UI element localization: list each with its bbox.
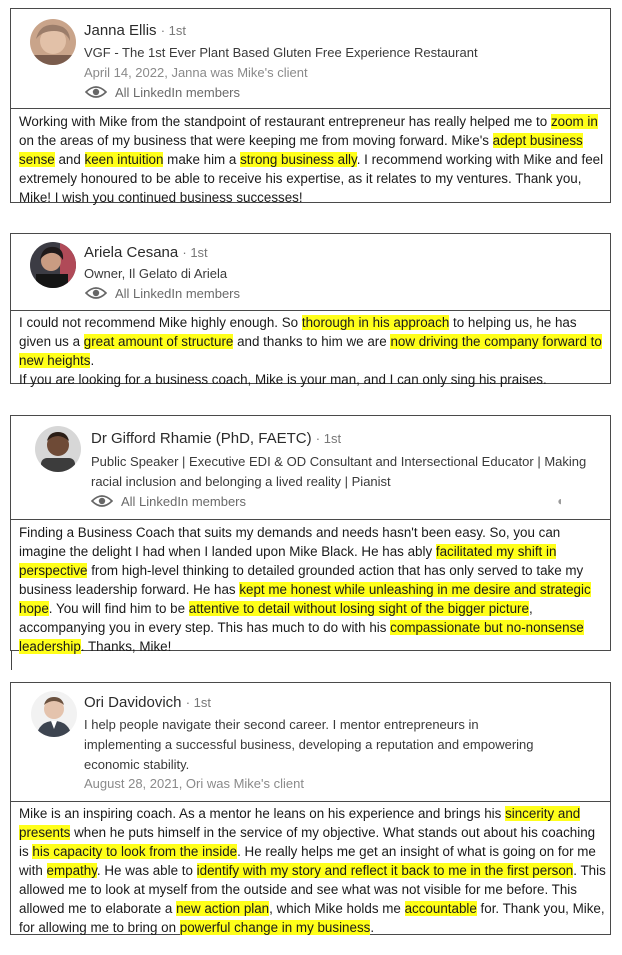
highlighted-phrase: accountable bbox=[404, 901, 477, 916]
visibility-setting bbox=[85, 286, 240, 303]
visibility-label: All LinkedIn members bbox=[121, 494, 246, 509]
relationship-date: April 14, 2022, Janna was Mike's client bbox=[84, 65, 308, 80]
text-segment: . bbox=[370, 920, 375, 935]
text-segment: , accompanying you in every step. This has much to do with his bbox=[19, 601, 533, 635]
recommendation-text bbox=[19, 804, 606, 937]
highlighted-phrase: attentive to detail without losing sight of the bigger picture bbox=[188, 601, 529, 616]
connection-degree: · 1st bbox=[182, 245, 208, 260]
recommender-name[interactable]: Ariela Cesana · 1st bbox=[84, 244, 208, 261]
recommender-headline: Public Speaker | Executive EDI & OD Consultant and Intersectional Educator | Making racial inclusion and belonging a lived reality | Pianist bbox=[91, 454, 587, 489]
visibility-setting bbox=[85, 85, 240, 102]
visibility-label: All LinkedIn members bbox=[115, 286, 240, 301]
eye-icon bbox=[91, 494, 113, 511]
text-segment: . bbox=[90, 353, 95, 368]
text-segment: . He really helps me get an insight of what is going on for me with bbox=[19, 844, 596, 878]
highlighted-phrase: strong business ally bbox=[240, 152, 357, 167]
highlighted-phrase: compassionate but no-nonsense leadership bbox=[19, 620, 584, 654]
highlighted-phrase: sincerity and presents bbox=[19, 806, 581, 840]
text-segment: for. Thank you, Mike, for allowing me to bring on bbox=[19, 901, 605, 935]
highlighted-phrase: new action plan bbox=[176, 901, 270, 916]
visibility-label: All LinkedIn members bbox=[115, 85, 240, 100]
recommender-name[interactable]: Dr Gifford Rhamie (PhD, FAETC) · 1st bbox=[91, 430, 342, 447]
highlighted-phrase: great amount of structure bbox=[83, 334, 234, 349]
highlighted-phrase: adept business sense bbox=[19, 133, 583, 167]
divider bbox=[11, 650, 12, 670]
text-segment: . He was able to bbox=[96, 863, 197, 878]
recommendation-card bbox=[10, 682, 611, 935]
more-options-icon[interactable]: ◖ bbox=[556, 494, 564, 508]
text-segment: make him a bbox=[163, 152, 241, 167]
text-segment: If you are looking for a business coach, Mike is your man, and I can only sing his praises. bbox=[19, 372, 547, 387]
recommendation-text bbox=[19, 112, 606, 207]
text-segment: to helping us, he has given us a bbox=[19, 315, 577, 349]
avatar[interactable] bbox=[35, 426, 81, 472]
highlighted-phrase: facilitated my shift in perspective bbox=[19, 544, 557, 578]
eye-icon bbox=[85, 286, 107, 303]
highlighted-phrase: his capacity to look from the inside bbox=[32, 844, 238, 859]
text-segment: I could not recommend Mike highly enough. So bbox=[19, 315, 302, 330]
visibility-setting bbox=[91, 494, 246, 511]
highlighted-phrase: keen intuition bbox=[84, 152, 164, 167]
avatar[interactable] bbox=[31, 691, 77, 737]
connection-degree: · 1st bbox=[315, 431, 342, 446]
highlighted-phrase: empathy bbox=[46, 863, 97, 878]
text-segment: Finding a Business Coach that suits my demands and needs hasn't been easy. So, you can imagine the delight I had when I landed upon Mike Black. He has ably bbox=[19, 525, 561, 559]
eye-icon bbox=[85, 85, 107, 102]
highlighted-phrase: identify with my story and reflect it back to me in the first person bbox=[196, 863, 574, 878]
text-segment: . Thanks, Mike! bbox=[80, 639, 172, 654]
recommendation-text bbox=[19, 313, 606, 389]
text-segment: . This allowed me to look at myself from the outside and see what was not visible for me before. This allowed me to elaborate a bbox=[19, 863, 606, 916]
text-segment: . I recommend working with Mike and feel extremely honoured to be able to receive his expertise, as it relates to my ventures. Thank you, Mike! I wish you continued business successes! bbox=[19, 152, 604, 205]
text-segment: Mike is an inspiring coach. As a mentor he leans on his experience and brings his bbox=[19, 806, 506, 821]
text-segment: Working with Mike from the standpoint of restaurant entrepreneur has really helped me to bbox=[19, 114, 551, 129]
connection-degree: · 1st bbox=[185, 695, 211, 710]
recommender-name[interactable]: Ori Davidovich · 1st bbox=[84, 694, 211, 711]
text-segment: , which Mike holds me bbox=[269, 901, 405, 916]
recommender-headline: Owner, Il Gelato di Ariela bbox=[84, 266, 228, 281]
recommendation-text bbox=[19, 523, 606, 656]
relationship-date: August 28, 2021, Ori was Mike's client bbox=[84, 776, 304, 791]
highlighted-phrase: now driving the company forward to new heights bbox=[19, 334, 602, 368]
text-segment: . You will find him to be bbox=[48, 601, 189, 616]
text-segment: and bbox=[54, 152, 85, 167]
text-segment: and thanks to him we are bbox=[233, 334, 391, 349]
text-segment: from high-level thinking to detailed grounded action that has only served to take my business leadership forward. He has bbox=[19, 563, 584, 597]
recommendation-card bbox=[10, 233, 611, 387]
recommendation-card bbox=[10, 415, 611, 654]
highlighted-phrase: kept me honest while unleashing in me desire and strategic hope bbox=[19, 582, 591, 616]
highlighted-phrase: thorough in his approach bbox=[301, 315, 450, 330]
highlighted-phrase: zoom in bbox=[550, 114, 598, 129]
recommender-headline: VGF - The 1st Ever Plant Based Gluten Free Experience Restaurant bbox=[84, 45, 478, 60]
recommendation-card bbox=[10, 8, 611, 203]
recommender-headline: I help people navigate their second career. I mentor entrepreneurs in implementing a successful business, developing a reputation and empowering economic stability. bbox=[84, 717, 534, 772]
recommender-name[interactable]: Janna Ellis · 1st bbox=[84, 22, 187, 39]
text-segment: on the areas of my business that were keeping me from moving forward. Mike's bbox=[19, 133, 493, 148]
avatar[interactable] bbox=[30, 242, 76, 288]
avatar[interactable] bbox=[30, 19, 76, 65]
connection-degree: · 1st bbox=[160, 23, 187, 38]
text-segment: when he puts himself in the service of my objective. What stands out about his coaching is bbox=[19, 825, 596, 859]
highlighted-phrase: powerful change in my business bbox=[179, 920, 371, 935]
